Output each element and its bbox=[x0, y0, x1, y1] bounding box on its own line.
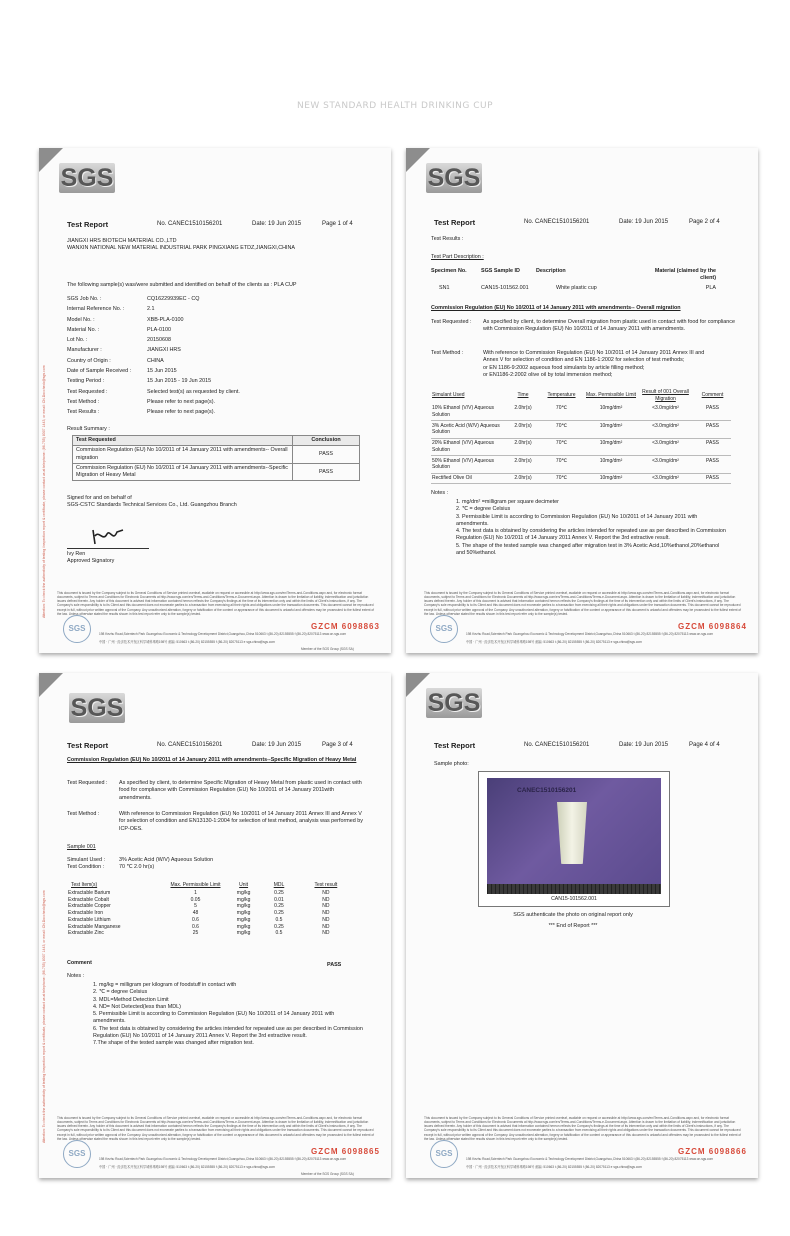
metal-cell: ND bbox=[322, 903, 330, 910]
test-requested-label: Test Requested : bbox=[67, 780, 108, 786]
test-results-label: Test Results : bbox=[431, 236, 464, 242]
summary-test: Commission Regulation (EU) No 10/2011 of 14 January 2011 with amendments--Specific Migration of Heavy Metal bbox=[73, 463, 293, 481]
field-row bbox=[67, 387, 377, 397]
report-label: Test Report bbox=[67, 220, 109, 229]
mig-cell: PASS bbox=[694, 421, 731, 439]
report-header bbox=[67, 220, 372, 230]
mig-cell: PASS bbox=[694, 456, 731, 474]
metal-head-item: Test Item(s) bbox=[71, 882, 98, 888]
field-row bbox=[67, 407, 377, 417]
metal-head-limit: Max. Permissible Limit bbox=[170, 882, 221, 888]
field-value: JIANGXI HRS bbox=[147, 347, 181, 354]
test-method-line: With reference to Commission Regulation (EU) No 10/2011 of 14 January 2011 Annex III and bbox=[483, 350, 705, 356]
signed-company: SGS-CSTC Standards Technical Services Co., Ltd. Guangzhou Branch bbox=[67, 502, 237, 509]
metal-cell: 5 bbox=[194, 903, 197, 910]
page-number: Page 3 of 4 bbox=[322, 742, 353, 748]
field-label: Material No. : bbox=[67, 326, 100, 333]
address-line: 198 Kezhu Road,Scientech Park Guangzhou Economic & Technology Development District,Guangzhou,China 510663 t (86-20) 82155555 f (86-20) 82075113 www.cn.sgs.com bbox=[99, 1157, 347, 1161]
mig-cell: <3.0mg/dm² bbox=[637, 456, 694, 474]
metal-cell: Extractable Lithium bbox=[68, 916, 111, 923]
member-line: Member of the SGS Group (SGS SA) bbox=[301, 647, 354, 651]
mig-cell: 3% Acetic Acid (W/V) Aqueous Solution bbox=[431, 421, 508, 439]
gzcm-code: GZCM 6098863 bbox=[311, 622, 380, 631]
signed-line: Signed for and on behalf of bbox=[67, 495, 132, 501]
sample-photo-frame bbox=[478, 771, 670, 907]
notes-label: Notes : bbox=[67, 973, 85, 979]
metal-cell: mg/kg bbox=[236, 910, 251, 916]
signature-scribble bbox=[89, 526, 129, 548]
mig-cell: PASS bbox=[694, 438, 731, 456]
address-line-cn: 中国 · 广州 · 经济技术开发区科学城科珠路198号 邮编: 510663 t (86-20) 82155555 f (86-20) 82075113 e sgs.china@sgs.com bbox=[99, 640, 275, 644]
table-row bbox=[67, 924, 357, 931]
simulant-label: Simulant Used : bbox=[67, 857, 106, 863]
test-method-label: Test Method : bbox=[431, 350, 464, 356]
address-line-cn: 中国 · 广州 · 经济技术开发区科学城科珠路198号 邮编: 510663 t (86-20) 82155555 f (86-20) 82075113 e sgs.china@sgs.com bbox=[466, 1165, 642, 1169]
mig-cell: <3.0mg/dm² bbox=[637, 404, 694, 421]
metal-cell: Extractable Cobalt bbox=[68, 896, 109, 903]
mig-cell: 2.0hr(s) bbox=[508, 438, 538, 456]
test-requested-text: As specified by client, to determine Overall migration from plastic used in contact with food for compliance with Commission Regulation (EU) No 10/2011 of 14 January 2011 with amendments. bbox=[483, 319, 735, 333]
note-item: 5. The shape of the tested sample was changed after migration test in 3% Acetic Acid,10%ethanol,20%ethanol and 50%ethanol. bbox=[456, 542, 720, 557]
sgs-seal-stamp: SGS bbox=[63, 1140, 91, 1168]
report-page-3 bbox=[39, 673, 391, 1178]
note-item: 3. MDL=Method Detection Limit bbox=[93, 996, 169, 1003]
sgs-logo: SGS bbox=[427, 164, 481, 192]
metal-head-unit: Unit bbox=[239, 882, 249, 888]
test-requested-text: As specified by client, to determine Specific Migration of Heavy Metal from plastic used in contact with food for compliance with Commission Regulation (EU) No 10/2011 of 14 January 2011with amendments. bbox=[119, 780, 362, 801]
report-date: Date: 19 Jun 2015 bbox=[619, 742, 669, 748]
report-header bbox=[67, 741, 372, 751]
report-page-1 bbox=[39, 148, 391, 653]
sample-intro: The following sample(s) was/were submitted and identified on behalf of the clients as : PLA CUP bbox=[67, 282, 297, 288]
authenticity-side-text: Attention: To check the authenticity of testing /inspection report & certificate, please contact us at telephone: (86-755) 8307 1443, or email: CN.Doccheck@sgs.com bbox=[42, 365, 46, 618]
metal-cell: ND bbox=[322, 916, 330, 923]
terms-fine-print: This document is issued by the Company subject to its General Conditions of Service printed overleaf, available on request or accessible at http://www.sgs.com/en/Terms-and-Conditions.aspx and, for electronic format documents, subject to Terms and Conditions for Electronic Documents at http://www.sgs.com/en/Terms-and-Conditions/Terms-e-Document.aspx. Attention is drawn to the limitation of liability, indemnification and jurisdiction issues defined therein. Any holder of this document is advised that information contained hereon reflects the Company's findings at the time of its intervention only and within the limits of Client's instructions, if any. The Company's sole responsibility is to its Client and this document does not exonerate parties to a transaction from exercising all their rights and obligations under the transaction documents. This document cannot be reproduced except in full, without prior written approval of the Company. Any unauthorized alteration, forgery or falsification of the content or appearance of this document is unlawful and offenders may be prosecuted to the fullest extent of the law. Unless otherwise stated the results shown in this test report refer only to the sample(s) tested. bbox=[57, 591, 375, 616]
applicant-block bbox=[67, 238, 377, 253]
field-label: Model No. : bbox=[67, 316, 95, 323]
field-row bbox=[67, 325, 377, 335]
heavy-metal-table bbox=[67, 881, 357, 937]
applicant-address: WANXIN NATIONAL NEW MATERIAL INDUSTRIAL PARK PINGXIANG ETDZ,JIANGXI,CHINA bbox=[67, 245, 296, 252]
mig-cell: 50% Ethanol (V/V) Aqueous Solution bbox=[431, 456, 508, 474]
part-head-material: Material (claimed by the client) bbox=[654, 268, 716, 282]
field-value: Selected test(s) as requested by client. bbox=[147, 388, 240, 395]
signatory-block bbox=[67, 551, 114, 566]
table-row bbox=[67, 897, 357, 904]
sample-photo bbox=[487, 778, 661, 894]
comment-row bbox=[67, 960, 347, 967]
report-date: Date: 19 Jun 2015 bbox=[252, 221, 302, 227]
part-head-row bbox=[431, 268, 741, 283]
field-row bbox=[67, 294, 377, 304]
table-row bbox=[431, 473, 731, 484]
metal-cell: mg/kg bbox=[236, 896, 251, 903]
test-requested-block bbox=[431, 319, 741, 334]
report-number: No. CANEC1510156201 bbox=[524, 219, 590, 225]
metal-cell: 25 bbox=[192, 930, 199, 937]
note-item: 2. ℃ = degree Celsius bbox=[456, 506, 511, 513]
field-label: Country of Origin : bbox=[67, 357, 111, 364]
test-requested-block bbox=[67, 780, 367, 802]
test-requested-label: Test Requested : bbox=[431, 319, 472, 325]
note-item: 1. mg/dm² =milligram per square decimeter bbox=[456, 499, 559, 505]
field-label: SGS Job No. : bbox=[67, 296, 102, 302]
mig-cell: Rectified Olive Oil bbox=[431, 473, 508, 484]
table-row bbox=[73, 446, 360, 464]
field-label: Date of Sample Received : bbox=[67, 368, 132, 375]
signatory-title: Approved Signatory bbox=[67, 558, 115, 565]
member-line: Member of the SGS Group (SGS SA) bbox=[301, 1172, 354, 1176]
mig-cell: <3.0mg/dm² bbox=[637, 438, 694, 456]
field-label: Internal Reference No. : bbox=[67, 306, 125, 313]
simulant-value: 3% Acetic Acid (W/V) Aqueous Solution bbox=[119, 857, 214, 863]
mig-cell: 10mg/dm² bbox=[585, 404, 637, 421]
cup-image bbox=[557, 802, 587, 864]
sgs-logo: SGS bbox=[70, 694, 124, 722]
metal-cell: ND bbox=[322, 930, 330, 937]
photo-stamp-text: CANEC1510156201 bbox=[517, 787, 577, 794]
condition-label: Test Condition : bbox=[67, 864, 105, 871]
mig-cell: 2.0hr(s) bbox=[508, 404, 538, 421]
address-line-cn: 中国 · 广州 · 经济技术开发区科学城科珠路198号 邮编: 510663 t (86-20) 82155555 f (86-20) 82075113 e sgs.china@sgs.com bbox=[99, 1165, 275, 1169]
note-item: 1. mg/kg = milligram per kilogram of foodstuff in contact with bbox=[93, 982, 237, 988]
report-label: Test Report bbox=[434, 741, 476, 750]
note-item: 2. ℃ = degree Celsius bbox=[93, 989, 148, 996]
note-item: 6. The test data is obtained by considering the articles intended for repeated use as per described in Commission Regulation (EU) No 10/2011 of 14 January 2011 Annex V. Report the 3rd extractive result. bbox=[93, 1025, 363, 1040]
metal-cell: ND bbox=[322, 910, 330, 916]
table-row bbox=[67, 910, 357, 917]
report-number: No. CANEC1510156201 bbox=[157, 742, 223, 748]
table-row bbox=[67, 930, 357, 937]
signed-block bbox=[67, 495, 237, 510]
metal-cell: 48 bbox=[192, 910, 199, 916]
mig-head-limit: Max. Permissible Limit bbox=[586, 392, 637, 399]
terms-fine-print: This document is issued by the Company subject to its General Conditions of Service printed overleaf, available on request or accessible at http://www.sgs.com/en/Terms-and-Conditions.aspx and, for electronic format documents, subject to Terms and Conditions for Electronic Documents at http://www.sgs.com/en/Terms-and-Conditions/Terms-e-Document.aspx. Attention is drawn to the limitation of liability, indemnification and jurisdiction issues defined therein. Any holder of this document is advised that information contained hereon reflects the Company's findings at the time of its intervention only and within the limits of Client's instructions, if any. The Company's sole responsibility is to its Client and this document does not exonerate parties to a transaction from exercising all their rights and obligations under the transaction documents. This document cannot be reproduced except in full, without prior written approval of the Company. Any unauthorized alteration, forgery or falsification of the content or appearance of this document is unlawful and offenders may be prosecuted to the fullest extent of the law. Unless otherwise stated the results shown in this test report refer only to the sample(s) tested. bbox=[424, 591, 742, 616]
comment-label: Comment bbox=[67, 960, 92, 966]
test-method-lines bbox=[483, 350, 704, 379]
metal-cell: Extractable Manganese bbox=[68, 923, 121, 930]
report-page-2 bbox=[406, 148, 758, 653]
condition-value: 70 ℃ 2.0 hr(s) bbox=[119, 864, 155, 871]
mig-cell: 20% Ethanol (V/V) Aqueous Solution bbox=[431, 438, 508, 456]
summary-result: PASS bbox=[293, 446, 360, 464]
field-label: Lot No. : bbox=[67, 337, 88, 344]
mig-cell: 10mg/dm² bbox=[585, 438, 637, 456]
part-head-specimen: Specimen No. bbox=[431, 268, 467, 274]
field-row bbox=[67, 304, 377, 314]
part-head-sample-id: SGS Sample ID bbox=[481, 268, 520, 274]
notes-list bbox=[456, 499, 728, 557]
report-label: Test Report bbox=[434, 218, 476, 227]
sgs-seal-stamp: SGS bbox=[63, 615, 91, 643]
table-row bbox=[431, 456, 731, 474]
page-number: Page 1 of 4 bbox=[322, 221, 353, 227]
part-sample-id: CAN15-101562.001 bbox=[481, 284, 529, 291]
field-row bbox=[67, 356, 377, 366]
metal-cell: ND bbox=[322, 896, 330, 903]
metal-cell: 0.6 bbox=[192, 916, 199, 923]
mig-cell: 10mg/dm² bbox=[585, 456, 637, 474]
report-page-4 bbox=[406, 673, 758, 1178]
field-value: PLA-0100 bbox=[147, 326, 171, 333]
mig-head-result: Result of 001 Overall Migration bbox=[642, 389, 689, 402]
mig-cell: 10% Ethanol (V/V) Aqueous Solution bbox=[431, 404, 508, 421]
authenticity-side-text: Attention: To check the authenticity of testing /inspection report & certificate, please contact us at telephone: (86-755) 8307 1443, or email: CN.Doccheck@sgs.com bbox=[42, 890, 46, 1143]
field-label: Testing Period : bbox=[67, 378, 105, 385]
signature-line bbox=[67, 548, 149, 549]
part-head-description: Description bbox=[536, 268, 566, 274]
result-summary-table bbox=[72, 435, 360, 481]
field-value: Please refer to next page(s). bbox=[147, 409, 216, 416]
metal-cell: 0.25 bbox=[274, 910, 284, 916]
mig-head-time: Time bbox=[517, 392, 529, 399]
regulation-title: Commission Regulation (EU) No 10/2011 of 14 January 2011 with amendments-- Overall migration bbox=[431, 305, 681, 311]
table-row bbox=[431, 421, 731, 439]
mig-cell: PASS bbox=[694, 404, 731, 421]
summary-head-test: Test Requested bbox=[73, 436, 293, 446]
sgs-logo: SGS bbox=[427, 689, 481, 717]
metal-cell: Extractable Zinc bbox=[68, 930, 104, 937]
field-value: CQ16229939EC - CQ bbox=[147, 296, 200, 302]
test-method-block bbox=[431, 350, 741, 379]
metal-cell: Extractable Copper bbox=[68, 903, 111, 910]
metal-cell: Extractable Barium bbox=[68, 889, 111, 896]
field-row bbox=[67, 315, 377, 325]
end-of-report: *** End of Report *** bbox=[548, 923, 598, 929]
field-value: 15 Jun 2015 - 19 Jun 2015 bbox=[147, 378, 212, 385]
metal-cell: 0.25 bbox=[274, 903, 284, 910]
sgs-seal-stamp: SGS bbox=[430, 615, 458, 643]
table-row bbox=[431, 404, 731, 421]
sgs-logo: SGS bbox=[60, 164, 114, 192]
field-row bbox=[67, 397, 377, 407]
metal-cell: ND bbox=[322, 923, 330, 930]
field-value: Please refer to next page(s). bbox=[147, 398, 216, 405]
mig-cell: 2.0hr(s) bbox=[508, 473, 538, 484]
field-label: Manufacturer : bbox=[67, 347, 102, 354]
metal-cell: 0.01 bbox=[274, 896, 284, 903]
mig-head-comment: Comment bbox=[701, 392, 724, 399]
table-row bbox=[67, 903, 357, 910]
page-number: Page 2 of 4 bbox=[689, 219, 720, 225]
mig-cell: 70℃ bbox=[538, 438, 585, 456]
test-method-block bbox=[67, 811, 367, 833]
table-row bbox=[67, 890, 357, 897]
address-line-cn: 中国 · 广州 · 经济技术开发区科学城科珠路198号 邮编: 510663 t (86-20) 82155555 f (86-20) 82075113 e sgs.china@sgs.com bbox=[466, 640, 642, 644]
summary-head-conclusion: Conclusion bbox=[293, 436, 360, 446]
address-line: 198 Kezhu Road,Scientech Park Guangzhou Economic & Technology Development District,Guangzhou,China 510663 t (86-20) 82155555 f (86-20) 82075113 www.cn.sgs.com bbox=[466, 632, 714, 636]
metal-cell: 0.5 bbox=[275, 916, 283, 923]
sample-fields bbox=[67, 294, 377, 418]
field-value: 15 Jun 2015 bbox=[147, 368, 177, 375]
part-table bbox=[431, 268, 741, 292]
field-row bbox=[67, 335, 377, 345]
photo-ruler bbox=[487, 884, 661, 894]
part-specimen: SN1 bbox=[439, 284, 450, 291]
test-method-line: or EN1186-2:2002 olive oil by total immersion method; bbox=[483, 371, 613, 378]
metal-cell: ND bbox=[322, 889, 330, 896]
note-item: 4. ND= Not Detected(less than MDL) bbox=[93, 1003, 181, 1010]
part-material: PLA bbox=[705, 284, 716, 291]
mig-cell: 10mg/dm² bbox=[585, 421, 637, 439]
mig-head-temp: Temperature bbox=[547, 392, 576, 399]
notes-label: Notes : bbox=[431, 490, 449, 496]
result-summary-label: Result Summary : bbox=[67, 426, 110, 432]
field-value: CHINA bbox=[147, 357, 164, 364]
table-row bbox=[67, 917, 357, 924]
field-label: Test Results : bbox=[67, 409, 100, 416]
metal-cell: 0.5 bbox=[275, 930, 283, 937]
mig-cell: 2.0hr(s) bbox=[508, 456, 538, 474]
signatory-name: Ivy Ren bbox=[67, 551, 86, 557]
sample-photo-label: Sample photo: bbox=[434, 761, 469, 767]
simulant-row bbox=[67, 857, 213, 872]
metal-cell: mg/kg bbox=[236, 930, 251, 937]
field-row bbox=[67, 376, 377, 386]
table-row bbox=[73, 463, 360, 481]
field-value: 20150608 bbox=[147, 337, 171, 344]
report-header bbox=[434, 218, 739, 228]
note-item: 5. Permissible Limit is according to Commission Regulation (EU) No 10/2011 of 14 January 2011 with amendments. bbox=[93, 1011, 335, 1025]
summary-test: Commission Regulation (EU) No 10/2011 of 14 January 2011 with amendments-- Overall migration bbox=[73, 446, 293, 464]
applicant-name: JIANGXI HRS BIOTECH MATERIAL CO.,LTD bbox=[67, 238, 177, 244]
mig-cell: 10mg/dm² bbox=[585, 473, 637, 484]
mig-head-simulant: Simulant Used bbox=[432, 392, 465, 399]
page-corner-fold bbox=[39, 673, 63, 697]
metal-cell: mg/kg bbox=[236, 916, 251, 923]
test-method-label: Test Method : bbox=[67, 811, 100, 817]
mig-cell: 70℃ bbox=[538, 404, 585, 421]
metal-cell: mg/kg bbox=[236, 889, 251, 896]
field-label: Test Requested : bbox=[67, 388, 108, 395]
field-row bbox=[67, 366, 377, 376]
mig-cell: 70℃ bbox=[538, 456, 585, 474]
metal-cell: 1 bbox=[194, 889, 197, 896]
address-line: 198 Kezhu Road,Scientech Park Guangzhou Economic & Technology Development District,Guangzhou,China 510663 t (86-20) 82155555 f (86-20) 82075113 www.cn.sgs.com bbox=[99, 632, 347, 636]
field-row bbox=[67, 345, 377, 355]
sample-label: Sample 001 bbox=[67, 844, 96, 850]
metal-cell: 0.25 bbox=[274, 923, 284, 930]
test-method-text: With reference to Commission Regulation (EU) No 10/2011 of 14 January 2011 Annex III and Annex V for selection of condition and EN13130-1:2004 for selection of test method, analysis was performed by ICP-OES. bbox=[119, 811, 363, 832]
summary-result: PASS bbox=[293, 463, 360, 481]
photo-caption: CAN15-101562.001 bbox=[551, 896, 597, 902]
part-description: White plastic cup bbox=[556, 284, 597, 291]
metal-cell: Extractable Iron bbox=[68, 910, 104, 916]
mig-cell: 2.0hr(s) bbox=[508, 421, 538, 439]
sgs-seal-stamp: SGS bbox=[430, 1140, 458, 1168]
comment-value: PASS bbox=[327, 962, 342, 968]
report-label: Test Report bbox=[67, 741, 109, 750]
header-title: NEW STANDARD HEALTH DRINKING CUP bbox=[296, 101, 494, 111]
terms-fine-print: This document is issued by the Company subject to its General Conditions of Service printed overleaf, available on request or accessible at http://www.sgs.com/en/Terms-and-Conditions.aspx and, for electronic format documents, subject to Terms and Conditions for Electronic Documents at http://www.sgs.com/en/Terms-and-Conditions/Terms-e-Document.aspx. Attention is drawn to the limitation of liability, indemnification and jurisdiction issues defined therein. Any holder of this document is advised that information contained hereon reflects the Company's findings at the time of its intervention only and within the limits of Client's instructions, if any. The Company's sole responsibility is to its Client and this document does not exonerate parties to a transaction from exercising all their rights and obligations under the transaction documents. This document cannot be reproduced except in full, without prior written approval of the Company. Any unauthorized alteration, forgery or falsification of the content or appearance of this document is unlawful and offenders may be prosecuted to the fullest extent of the law. Unless otherwise stated the results shown in this test report refer only to the sample(s) tested. bbox=[57, 1116, 375, 1141]
report-number: No. CANEC1510156201 bbox=[157, 221, 223, 227]
metal-cell: 0.25 bbox=[274, 889, 284, 896]
migration-table bbox=[431, 388, 731, 484]
table-row bbox=[431, 285, 741, 292]
mig-cell: <3.0mg/dm² bbox=[637, 473, 694, 484]
metal-cell: 0.05 bbox=[190, 896, 201, 903]
metal-cell: mg/kg bbox=[236, 903, 251, 910]
note-item: 7.The shape of the tested sample was changed after migration test. bbox=[93, 1040, 254, 1047]
gzcm-code: GZCM 6098865 bbox=[311, 1147, 380, 1156]
mig-cell: 70℃ bbox=[538, 421, 585, 439]
metal-cell: mg/kg bbox=[236, 923, 251, 930]
field-value: 2.1 bbox=[147, 306, 155, 313]
metal-cell: 0.6 bbox=[192, 923, 199, 930]
test-method-line: Annex V for selection of condition and EN 1186-1:2002 for selection of test methods; bbox=[483, 357, 685, 364]
page-number: Page 4 of 4 bbox=[689, 742, 720, 748]
terms-fine-print: This document is issued by the Company subject to its General Conditions of Service printed overleaf, available on request or accessible at http://www.sgs.com/en/Terms-and-Conditions.aspx and, for electronic format documents, subject to Terms and Conditions for Electronic Documents at http://www.sgs.com/en/Terms-and-Conditions/Terms-e-Document.aspx. Attention is drawn to the limitation of liability, indemnification and jurisdiction issues defined therein. Any holder of this document is advised that information contained hereon reflects the Company's findings at the time of its intervention only and within the limits of Client's instructions, if any. The Company's sole responsibility is to its Client and this document does not exonerate parties to a transaction from exercising all their rights and obligations under the transaction documents. This document cannot be reproduced except in full, without prior written approval of the Company. Any unauthorized alteration, forgery or falsification of the content or appearance of this document is unlawful and offenders may be prosecuted to the fullest extent of the law. Unless otherwise stated the results shown in this test report refer only to the sample(s) tested. bbox=[424, 1116, 742, 1141]
gzcm-code: GZCM 6098866 bbox=[678, 1147, 747, 1156]
mig-cell: 70℃ bbox=[538, 473, 585, 484]
field-value: XBB-PLA-0100 bbox=[147, 316, 184, 323]
field-label: Test Method : bbox=[67, 398, 100, 405]
metal-head-mdl: MDL bbox=[273, 882, 285, 888]
test-part-description-label: Test Part Description : bbox=[431, 254, 484, 260]
report-date: Date: 19 Jun 2015 bbox=[252, 742, 302, 748]
regulation-title: Commission Regulation (EU) No 10/2011 of 14 January 2011 with amendments--Specific Migration of Heavy Metal bbox=[67, 757, 357, 763]
notes-list bbox=[93, 982, 365, 1048]
report-number: No. CANEC1510156201 bbox=[524, 742, 590, 748]
report-date: Date: 19 Jun 2015 bbox=[619, 219, 669, 225]
gzcm-code: GZCM 6098864 bbox=[678, 622, 747, 631]
mig-cell: PASS bbox=[694, 473, 731, 484]
note-item: 3. Permissible Limit is according to Commission Regulation (EU) No 10/2011 of 14 January 2011 with amendments. bbox=[456, 513, 698, 527]
report-header bbox=[434, 741, 739, 751]
mig-cell: <3.0mg/dm² bbox=[637, 421, 694, 439]
test-method-line: or EN 1186-9:2002 aqueous food simulants by article filling method; bbox=[483, 364, 645, 371]
table-row bbox=[431, 438, 731, 456]
auth-text: SGS authenticate the photo on original report only bbox=[513, 912, 633, 918]
address-line: 198 Kezhu Road,Scientech Park Guangzhou Economic & Technology Development District,Guangzhou,China 510663 t (86-20) 82155555 f (86-20) 82075113 www.cn.sgs.com bbox=[466, 1157, 714, 1161]
metal-head-result: Test result bbox=[314, 882, 338, 888]
note-item: 4. The test data is obtained by considering the articles intended for repeated use as per described in Commission Regulation (EU) No 10/2011 of 14 January 2011 Annex V. Report the 3rd extractive result. bbox=[456, 528, 726, 542]
